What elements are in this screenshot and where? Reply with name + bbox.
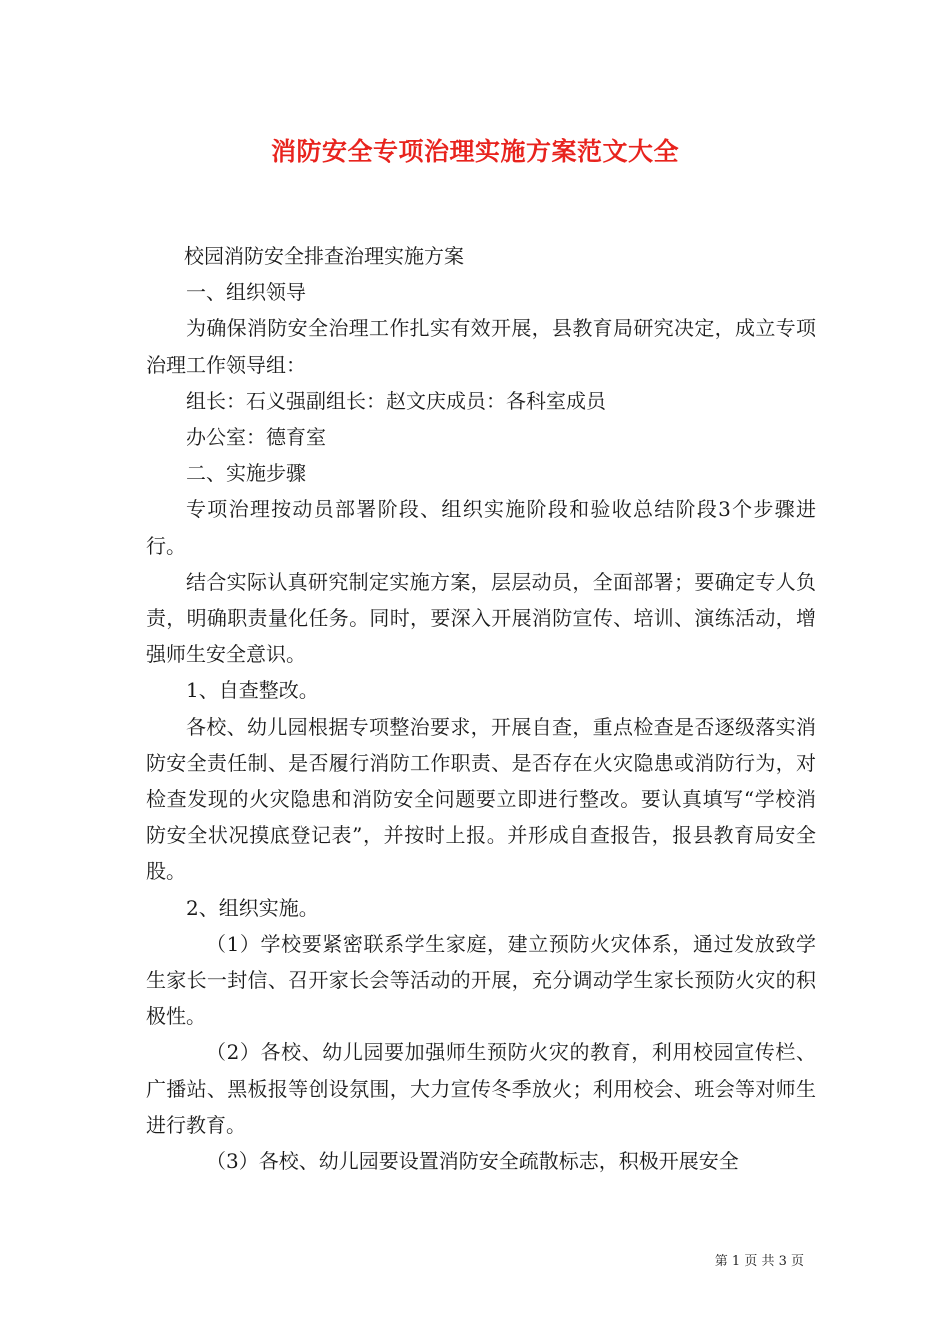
- paragraph: 结合实际认真研究制定实施方案，层层动员，全面部署；要确定专人负责，明确职责量化任务。同时，要深入开展消防宣传、培训、演练活动，增强师生安全意识。: [146, 569, 816, 667]
- paragraph: 各校、幼儿园根据专项整治要求，开展自查，重点检查是否逐级落实消防安全责任制、是否履行消防工作职责、是否存在火灾隐患或消防行为，对检查发现的火灾隐患和消防安全问题要立即进行整改。要认真填写“学校消防安全状况摸底登记表”，并按时上报。并形成自查报告，报县教育局安全股。: [146, 714, 816, 884]
- document-body: [146, 238, 816, 1179]
- list-item: （3）各校、幼儿园要设置消防安全疏散标志，积极开展安全: [206, 1149, 739, 1174]
- page-number: 第 1 页 共 3 页: [714, 1254, 804, 1269]
- paragraph: 为确保消防安全治理工作扎实有效开展，县教育局研究决定，成立专项治理工作领导组：: [146, 316, 816, 377]
- subsection-heading: 1、自查整改。: [186, 678, 319, 703]
- subsection-heading: 2、组织实施。: [186, 895, 319, 920]
- paragraph: 组长：石义强副组长：赵文庆成员：各科室成员: [186, 388, 606, 413]
- document-title: 消防安全专项治理实施方案范文大全: [270, 137, 679, 166]
- paragraph: 专项治理按动员部署阶段、组织实施阶段和验收总结阶段3个步骤进行。: [146, 497, 816, 558]
- document-subtitle: 校园消防安全排查治理实施方案: [184, 244, 464, 268]
- list-item: （2）各校、幼儿园要加强师生预防火灾的教育，利用校园宣传栏、广播站、黑板报等创设氛围，大力宣传冬季放火；利用校会、班会等对师生进行教育。: [146, 1040, 816, 1137]
- section-heading-steps: 二、实施步骤: [186, 461, 306, 486]
- paragraph: 办公室：德育室: [186, 425, 326, 450]
- list-item: （1）学校要紧密联系学生家庭，建立预防火灾体系，通过发放致学生家长一封信、召开家长会等活动的开展，充分调动学生家长预防火灾的积极性。: [146, 931, 816, 1029]
- section-heading-leadership: 一、组织领导: [186, 280, 306, 305]
